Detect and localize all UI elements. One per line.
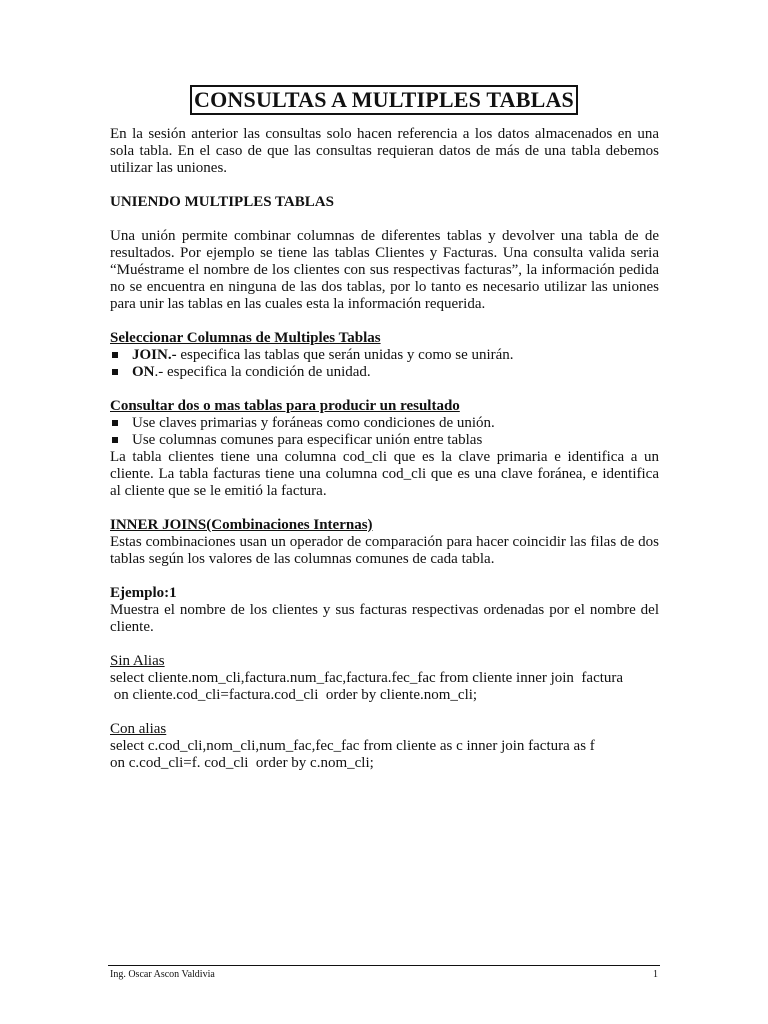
list-item (110, 415, 659, 432)
document-body (110, 126, 659, 772)
sin-alias-code-line-1: select cliente.nom_cli,factura.num_fac,factura.fec_fac from cliente inner join factura (110, 670, 624, 686)
section-heading-inner-joins: INNER JOINS(Combinaciones Internas) (110, 517, 373, 533)
section-paragraph-consultar: La tabla clientes tiene una columna cod_cli que es la clave primaria e identifica a un cliente. La tabla facturas tiene una columna cod_cli que es una clave foránea, e identifica al cliente que se le emitió la factura. (110, 449, 659, 499)
page-title: CONSULTAS A MULTIPLES TABLAS (190, 85, 578, 115)
list-item-term: JOIN.- (132, 347, 177, 363)
list-item-text: Use columnas comunes para especificar unión entre tablas (132, 432, 483, 448)
footer-author: Ing. Oscar Ascon Valdivia (110, 969, 215, 980)
list-item-text: especifica las tablas que serán unidas y como se unirán. (176, 347, 514, 363)
bullet-square-icon (112, 369, 118, 375)
sin-alias-label: Sin Alias (110, 653, 165, 669)
footer-page-number: 1 (653, 969, 658, 980)
list-item (110, 432, 659, 449)
bullet-list-consultar (110, 415, 659, 449)
footer-divider (108, 965, 660, 966)
section-heading-seleccionar: Seleccionar Columnas de Multiples Tablas (110, 330, 381, 346)
con-alias-label: Con alias (110, 721, 167, 737)
bullet-list-seleccionar (110, 347, 659, 381)
bullet-square-icon (112, 420, 118, 426)
title-container (0, 85, 768, 115)
example-heading: Ejemplo:1 (110, 585, 177, 601)
sin-alias-code-line-2: on cliente.cod_cli=factura.cod_cli order by cliente.nom_cli; (110, 687, 478, 703)
list-item-text: .- especifica la condición de unidad. (154, 364, 371, 380)
intro-paragraph: En la sesión anterior las consultas solo hacen referencia a los datos almacenados en una sola tabla. En el caso de que las consultas requieran datos de más de una tabla debemos utilizar las uniones. (110, 126, 659, 176)
con-alias-code-line-2: on c.cod_cli=f. cod_cli order by c.nom_cli; (110, 755, 374, 771)
example-paragraph: Muestra el nombre de los clientes y sus facturas respectivas ordenadas por el nombre del cliente. (110, 602, 659, 635)
list-item-term: ON (132, 364, 155, 380)
bullet-square-icon (112, 437, 118, 443)
con-alias-code-line-1: select c.cod_cli,nom_cli,num_fac,fec_fac from cliente as c inner join factura as f (110, 738, 595, 754)
section-heading-uniendo: UNIENDO MULTIPLES TABLAS (110, 194, 334, 210)
list-item-text: Use claves primarias y foráneas como condiciones de unión. (132, 415, 495, 431)
section-heading-consultar: Consultar dos o mas tablas para producir un resultado (110, 398, 460, 414)
section-paragraph-inner-joins: Estas combinaciones usan un operador de comparación para hacer coincidir las filas de dos tablas según los valores de las columnas comunes de cada tabla. (110, 534, 659, 567)
section-paragraph-uniendo: Una unión permite combinar columnas de diferentes tablas y devolver una tabla de de resultados. Por ejemplo se tiene las tablas Clientes y Facturas. Una consulta valida seria “Muéstrame el nombre de los clientes con sus respectivas facturas”, la información pedida no se encuentra en ninguna de las dos tablas, por lo tanto es necesario utilizar las uniones para unir las tablas en las cuales esta la información requerida. (110, 228, 659, 312)
list-item (110, 364, 659, 381)
list-item (110, 347, 659, 364)
bullet-square-icon (112, 352, 118, 358)
